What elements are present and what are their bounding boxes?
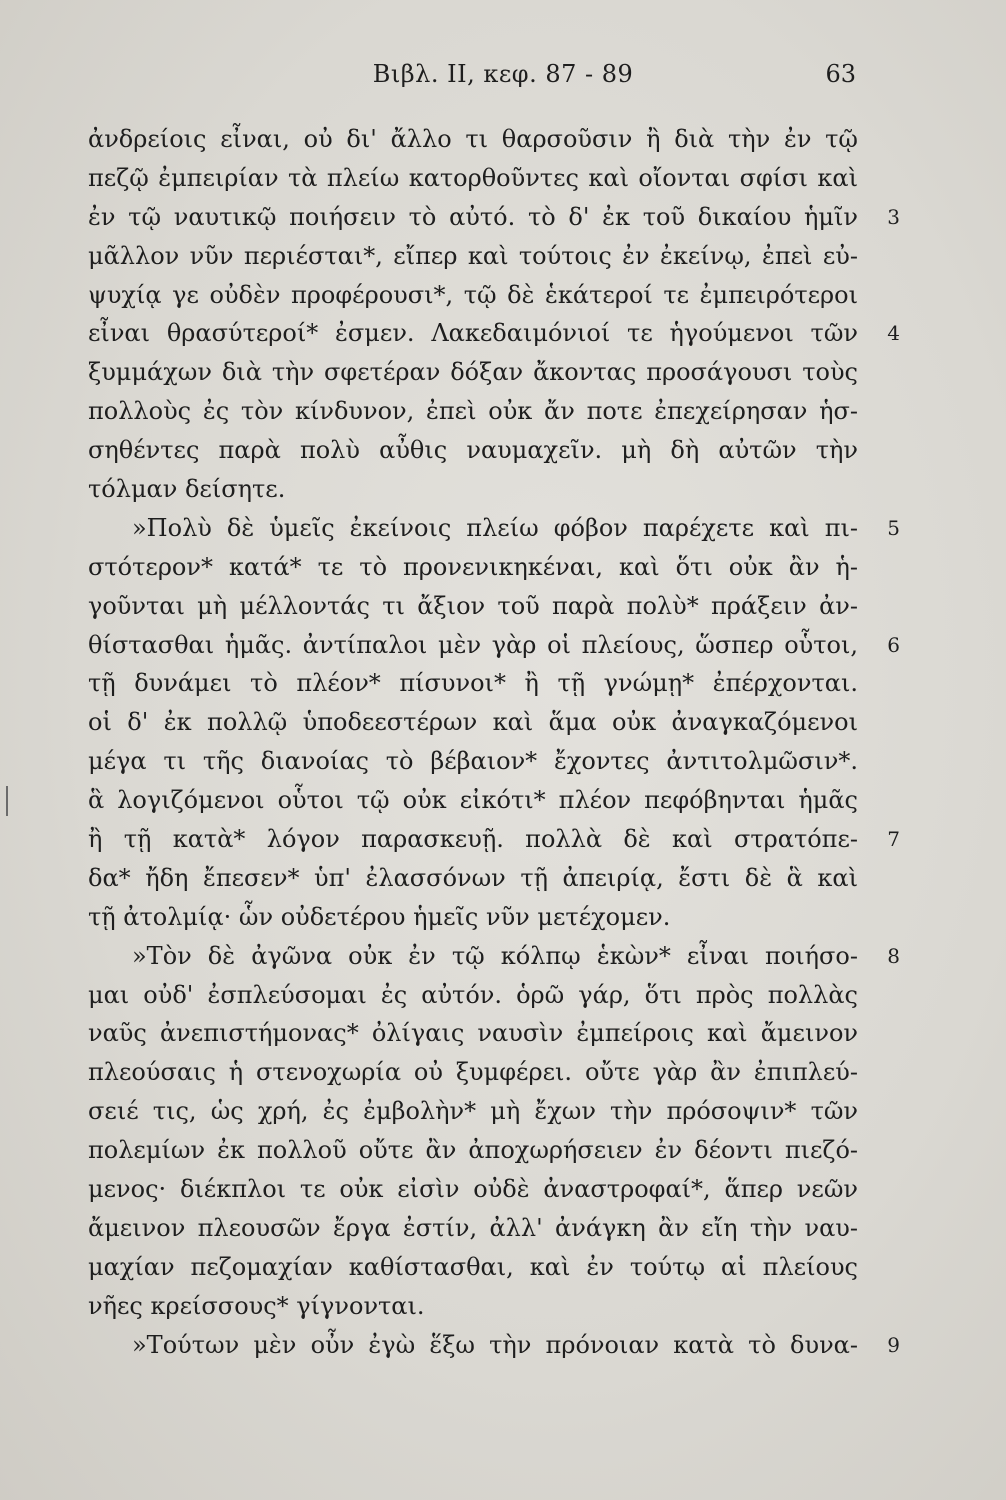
text-line-content: ἃ λογιζόμενοι οὗτοι τῷ οὐκ εἰκότι* πλέον πεφόβηνται ἡμᾶς [88,786,858,815]
text-line-content: ναῦς ἀνεπιστήμονας* ὀλίγαις ναυσὶν ἐμπείροις καὶ ἄμεινον [88,1019,858,1048]
text-line-content: μαχίαν πεζομαχίαν καθίστασθαι, καὶ ἐν τούτῳ αἱ πλείους [88,1252,858,1281]
text-line [88,509,900,548]
text-line [88,198,900,237]
text-line [88,587,858,626]
text-line-content: εἶναι θρασύτεροί* ἐσμεν. Λακεδαιμόνιοί τε ἡγούμενοι τῶν [88,319,858,348]
text-line [88,976,858,1015]
section-number: 6 [887,632,900,657]
text-line [88,1092,858,1131]
text-line [88,781,858,820]
text-line [88,159,858,198]
margin-mark [6,786,8,816]
text-line-content: πολλοὺς ἐς τὸν κίνδυνον, ἐπεὶ οὐκ ἄν ποτε ἐπεχείρησαν ἡσ- [88,397,858,426]
text-line [88,859,858,898]
text-line [88,431,858,470]
text-line-content: πεζῷ ἐμπειρίαν τὰ πλείω κατορθοῦντες καὶ οἴονται σφίσι καὶ [88,163,858,192]
text-line-content: »Τὸν δὲ ἀγῶνα οὐκ ἐν τῷ κόλπῳ ἑκὼν* εἶναι ποιήσο- [132,941,858,970]
text-line [88,742,858,781]
text-line-content: τόλμαν δείσητε. [88,475,286,504]
text-line [88,1053,858,1092]
section-number: 9 [887,1332,900,1357]
text-line-content: τῇ ἀτολμίᾳ· ὧν οὐδετέρου ἡμεῖς νῦν μετέχομεν. [88,902,671,931]
text-line [88,1209,858,1248]
text-line-content: ψυχίᾳ γε οὐδὲν προφέρουσι*, τῷ δὲ ἑκάτεροί τε ἐμπειρότεροι [88,280,858,309]
text-line-content: μᾶλλον νῦν περιέσται*, εἴπερ καὶ τούτοις ἐν ἐκείνῳ, ἐπεὶ εὐ- [88,241,858,270]
text-line [88,1287,858,1326]
text-line [88,120,858,159]
text-line [88,898,858,937]
text-line [88,1326,900,1365]
text-line-content: στότερον* κατά* τε τὸ προνενικηκέναι, καὶ ὅτι οὐκ ἂν ἡ- [88,552,858,581]
running-title: Βιβλ. II, κεφ. 87 - 89 [372,60,634,88]
text-line [88,664,858,703]
text-line [88,820,900,859]
text-line-content: οἱ δ' ἐκ πολλῷ ὑποδεεστέρων καὶ ἅμα οὐκ ἀναγκαζόμενοι [88,708,858,737]
text-line-content: πλεούσαις ἡ στενοχωρία οὐ ξυμφέρει. οὔτε γὰρ ἂν ἐπιπλεύ- [88,1058,858,1087]
text-line-content: ἢ τῇ κατὰ* λόγον παρασκευῇ. πολλὰ δὲ καὶ στρατόπε- [88,825,858,854]
text-line [88,1170,858,1209]
text-line-content: »Τούτων μὲν οὖν ἐγὼ ἕξω τὴν πρόνοιαν κατὰ τὸ δυνα- [132,1330,858,1359]
text-line-content: ξυμμάχων διὰ τὴν σφετέραν δόξαν ἄκοντας προσάγουσι τοὺς [88,358,858,387]
section-number: 5 [887,515,900,540]
text-line-content: σηθέντες παρὰ πολὺ αὖθις ναυμαχεῖν. μὴ δὴ αὐτῶν τὴν [88,436,858,465]
text-line-content: »Πολὺ δὲ ὑμεῖς ἐκείνοις πλείω φόβον παρέχετε καὶ πι- [132,513,858,542]
text-line [88,626,900,665]
text-line [88,703,858,742]
text-line [88,937,900,976]
text-line-content: θίστασθαι ἡμᾶς. ἀντίπαλοι μὲν γὰρ οἱ πλείους, ὥσπερ οὗτοι, [88,630,858,659]
text-line-content: νῆες κρείσσους* γίγνονται. [88,1291,425,1320]
text-line-content: τῇ δυνάμει τὸ πλέον* πίσυνοι* ἢ τῇ γνώμῃ* ἐπέρχονται. [88,669,858,698]
text-line [88,353,858,392]
text-line [88,1248,858,1287]
text-line-content: πολεμίων ἐκ πολλοῦ οὔτε ἂν ἀποχωρήσειεν ἐν δέοντι πιεζό- [88,1136,858,1165]
text-line-content: σειέ τις, ὡς χρή, ἐς ἐμβολὴν* μὴ ἔχων τὴν πρόσοψιν* τῶν [88,1097,858,1126]
text-line [88,1131,858,1170]
main-text [88,120,900,1365]
text-line [88,392,858,431]
text-line-content: ἀνδρείοις εἶναι, οὐ δι' ἄλλο τι θαρσοῦσιν ἢ διὰ τὴν ἐν τῷ [88,125,858,153]
section-number: 3 [887,204,900,229]
text-line [88,314,900,353]
text-line-content: ἐν τῷ ναυτικῷ ποιήσειν τὸ αὐτό. τὸ δ' ἐκ τοῦ δικαίου ἡμῖν [88,202,858,231]
section-number: 4 [887,321,900,346]
text-line [88,470,858,509]
text-line [88,1014,858,1053]
text-line [88,276,858,315]
section-number: 7 [887,827,900,852]
text-line-content: μέγα τι τῆς διανοίας τὸ βέβαιον* ἔχοντες ἀντιτολμῶσιν*. [88,747,858,776]
text-line-content: μενος· διέκπλοι τε οὐκ εἰσὶν οὐδὲ ἀναστροφαί*, ἅπερ νεῶν [88,1175,858,1204]
section-number: 8 [887,943,900,968]
text-line-content: ἄμεινον πλεουσῶν ἔργα ἐστίν, ἀλλ' ἀνάγκη ἂν εἴη τὴν ναυ- [88,1213,858,1242]
text-line [88,237,858,276]
text-line-content: γοῦνται μὴ μέλλοντάς τι ἄξιον τοῦ παρὰ πολὺ* πράξειν ἀν- [88,591,858,620]
text-line-content: δα* ἤδη ἔπεσεν* ὑπ' ἐλασσόνων τῇ ἀπειρίᾳ, ἔστι δὲ ἃ καὶ [88,863,858,892]
text-line [88,548,858,587]
text-line-content: μαι οὐδ' ἐσπλεύσομαι ἐς αὐτόν. ὁρῶ γάρ, ὅτι πρὸς πολλὰς [88,980,858,1009]
page-number: 63 [825,60,856,88]
